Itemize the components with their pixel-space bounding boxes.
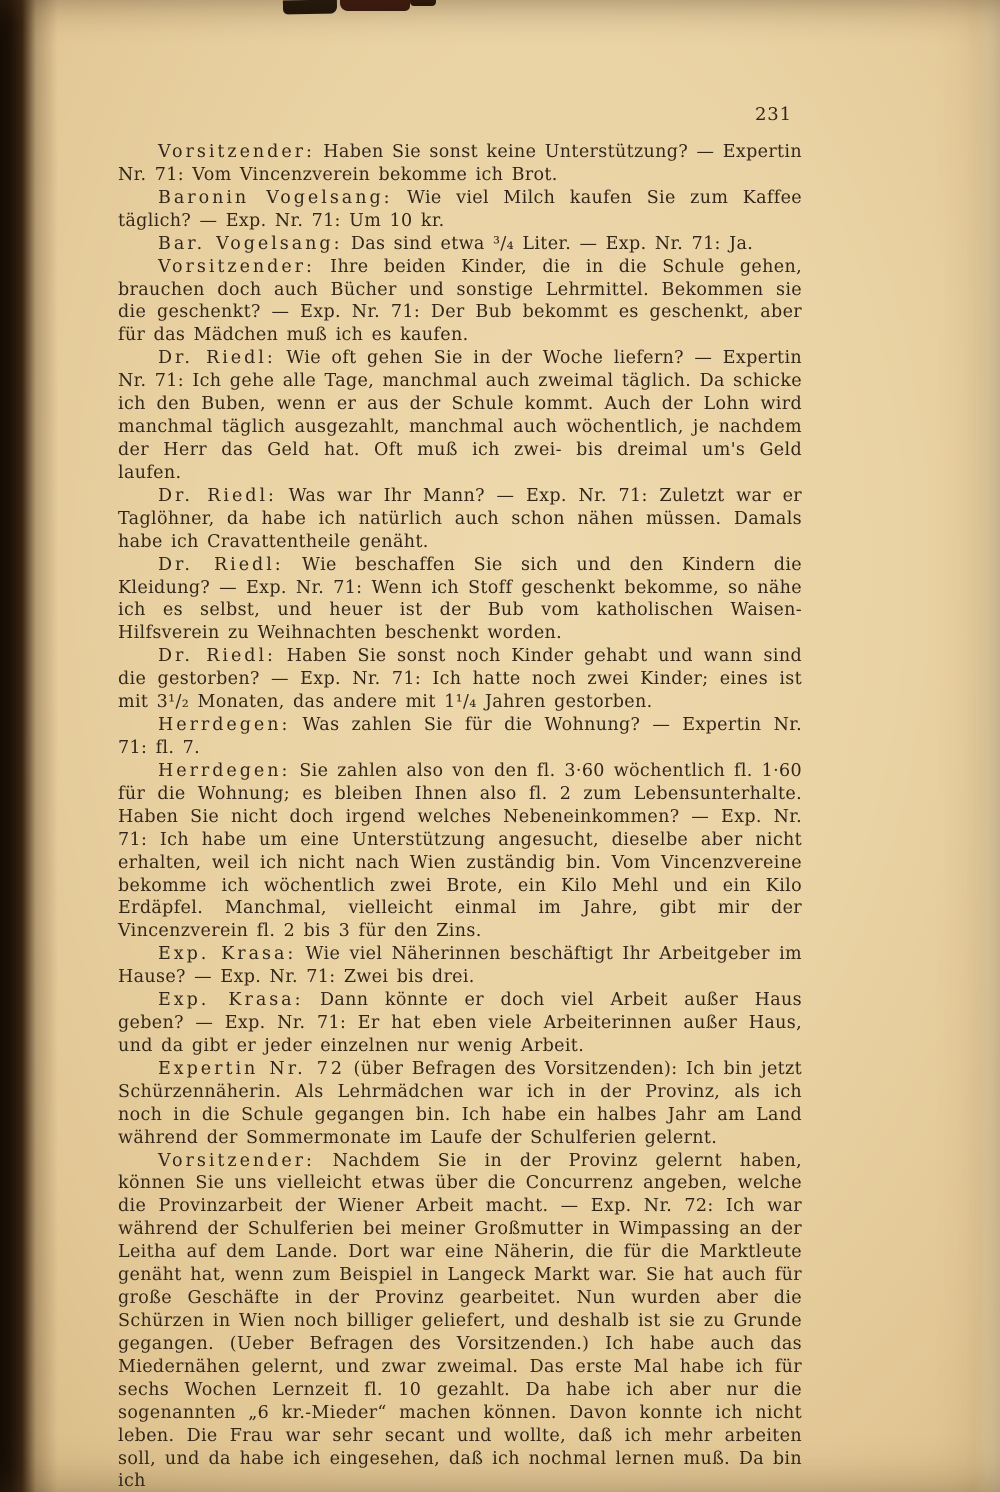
paragraph	[118, 141, 802, 187]
dialogue-text: Wie beschaffen Sie sich und den Kindern die Kleidung? — Exp. Nr. 71: Wenn ich Stoff geschenkt bekomme, so nähe ich es selbst, und heuer ist der Bub vom katholischen Waisen-Hilfsverein zu Weihnachten beschenkt worden.	[118, 554, 803, 644]
scan-artifact	[340, 0, 410, 11]
book-binding-edge	[0, 0, 58, 1492]
paragraph	[118, 1150, 802, 1492]
text-block	[118, 141, 802, 1492]
dialogue-text: Das sind etwa ³/₄ Liter. — Exp. Nr. 71: Ja.	[342, 233, 754, 254]
scan-artifact	[283, 0, 337, 14]
dialogue-text: Sie zahlen also von den fl. 3·60 wöchentlich fl. 1·60 für die Wohnung; es bleiben Ihnen also fl. 2 zum Lebensunterhalte. Haben Sie nicht doch irgend welches Nebeneinkommen? — Exp. Nr. 71: Ich habe um eine Unterstützung angesucht, dieselbe aber nicht erhalten, weil ich nicht nach Wien zuständig bin. Vom Vincenzvereine bekomme ich wöchentlich zwei Brote, ein Kilo Mehl und ein Kilo Erdäpfel. Manchmal, vielleicht einmal im Jahre, gibt mir der Vincenzverein fl. 2 bis 3 für den Zins.	[118, 760, 802, 942]
dialogue-text: Haben Sie sonst noch Kinder gehabt und wann sind die gestorben? — Exp. Nr. 71: Ich hatte noch zwei Kinder; eines ist mit 3¹/₂ Monaten, das andere mit 1¹/₄ Jahren gestorben.	[118, 646, 803, 713]
dialogue-text: Wie viel Näherinnen beschäftigt Ihr Arbeitgeber im Hause? — Exp. Nr. 71: Zwei bis drei.	[118, 944, 802, 988]
speaker-name: Vorsitzender:	[158, 1150, 315, 1171]
dialogue-text: Wie viel Milch kaufen Sie zum Kaffee täglich? — Exp. Nr. 71: Um 10 kr.	[118, 187, 802, 231]
dialogue-text: Was zahlen Sie für die Wohnung? — Expertin Nr. 71: fl. 7.	[118, 715, 802, 758]
page-edge	[974, 0, 1000, 1492]
dialogue-text: (über Befragen des Vorsitzenden): Ich bin jetzt Schürzennäherin. Als Lehrmädchen war ich in der Provinz, als ich noch in die Schule gegangen bin. Ich habe ein halbes Jahr am Land während der Sommermonate im Laufe der Schulferien gelernt.	[118, 1058, 802, 1148]
speaker-name: Expertin Nr. 72	[158, 1058, 346, 1079]
paragraph	[118, 256, 802, 348]
dialogue-text: Haben Sie sonst keine Unterstützung? — Expertin Nr. 71: Vom Vincenzverein bekomme ich Brot.	[118, 142, 802, 185]
paragraph	[118, 187, 802, 233]
paragraph	[118, 1058, 802, 1150]
speaker-name: Dr. Riedl:	[158, 554, 284, 575]
scan-artifact	[410, 0, 436, 6]
speaker-name: Herrdegen:	[158, 715, 291, 736]
speaker-name: Dr. Riedl:	[158, 646, 276, 667]
speaker-name: Vorsitzender:	[158, 256, 315, 277]
paragraph	[118, 554, 802, 646]
paragraph	[118, 347, 802, 485]
dialogue-text: Dann könnte er doch viel Arbeit außer Haus geben? — Exp. Nr. 71: Er hat eben viele Arbeiterinnen außer Haus, und da gibt er jeder einzelnen nur wenig Arbeit.	[118, 990, 802, 1056]
speaker-name: Baronin Vogelsang:	[158, 187, 393, 208]
page-content	[118, 104, 802, 1492]
speaker-name: Exp. Krasa:	[158, 944, 297, 965]
speaker-name: Dr. Riedl:	[158, 348, 276, 369]
page-number: 231	[754, 104, 792, 125]
paragraph	[118, 485, 802, 554]
speaker-name: Herrdegen:	[158, 760, 291, 781]
dialogue-text: Was war Ihr Mann? — Exp. Nr. 71: Zuletzt war er Taglöhner, da habe ich natürlich auch schon nähen müssen. Damals habe ich Cravattentheile genäht.	[118, 485, 803, 552]
paragraph	[118, 943, 802, 989]
paragraph	[118, 989, 802, 1058]
speaker-name: Bar. Vogelsang:	[158, 233, 343, 254]
paragraph	[118, 714, 802, 760]
speaker-name: Dr. Riedl:	[158, 485, 277, 506]
paragraph	[118, 645, 802, 714]
paragraph	[118, 760, 802, 943]
paragraph	[118, 233, 802, 256]
speaker-name: Exp. Krasa:	[158, 990, 304, 1011]
speaker-name: Vorsitzender:	[158, 142, 315, 162]
dialogue-text: Ihre beiden Kinder, die in die Schule gehen, brauchen doch auch Bücher und sonstige Lehrmittel. Bekommen sie die geschenkt? — Exp. Nr. 71: Der Bub bekommt es geschenkt, aber für das Mädchen muß ich es kaufen.	[118, 256, 802, 346]
dialogue-text: Nachdem Sie in der Provinz gelernt haben, können Sie uns vielleicht etwas über die Concurrenz angeben, welche die Provinzarbeit der Wiener Arbeit macht. — Exp. Nr. 72: Ich war während der Schulferien bei meiner Großmutter in Wimpassing an der Leitha auf dem Lande. Dort war eine Näherin, die für die Marktleute genäht hat, wenn zum Beispiel in Langeck Markt war. Sie hat auch für große Geschäfte in der Provinz gearbeitet. Nun wurden aber die Schürzen in Wien noch billiger geliefert, und deshalb ist sie zu Grunde gegangen. (Ueber Befragen des Vorsitzenden.) Ich habe auch das Miedernähen gelernt, und zwar zweimal. Das erste Mal habe ich für sechs Wochen Lernzeit fl. 10 gezahlt. Da habe ich aber nur die sogenannten „6 kr.-Mieder“ machen können. Davon konnte ich nicht leben. Die Frau war sehr secant und wollte, daß ich mehr arbeiten soll, und da habe ich eingesehen, daß ich nochmal lernen muß. Da bin ich	[118, 1150, 802, 1492]
dialogue-text: Wie oft gehen Sie in der Woche liefern? — Expertin Nr. 71: Ich gehe alle Tage, manchmal auch zweimal täglich. Da schicke ich den Buben, wenn er aus der Schule kommt. Auch der Lohn wird manchmal täglich ausgezahlt, manchmal auch wöchentlich, je nachdem der Herr das Geld hat. Oft muß ich zwei- bis dreimal um's Geld laufen.	[118, 348, 803, 483]
